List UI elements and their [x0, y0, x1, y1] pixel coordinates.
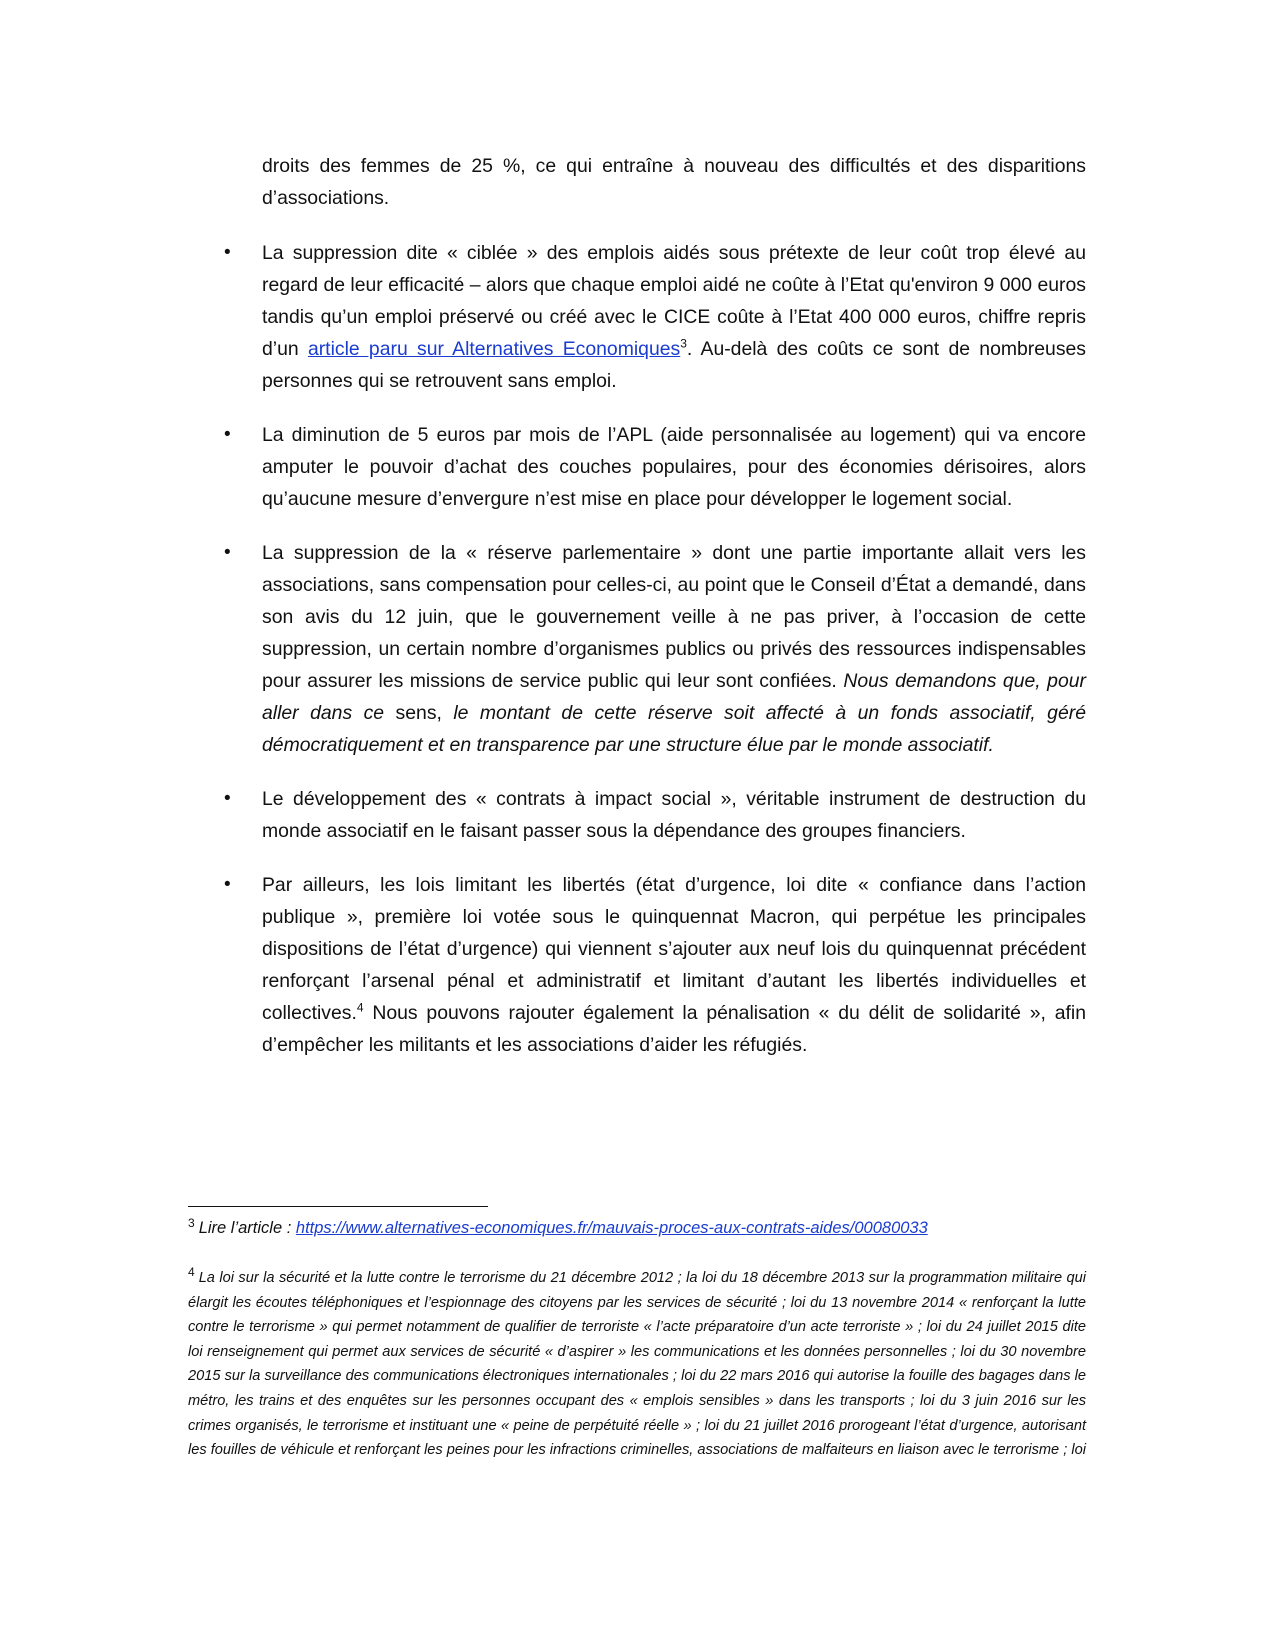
- footnote-4: [188, 1266, 1086, 1463]
- alternatives-economiques-link[interactable]: article paru sur Alternatives Economiques: [307, 338, 681, 360]
- footnote-3: [188, 1215, 1086, 1241]
- bullet-item-contrats-impact-social: [222, 783, 1086, 847]
- bullet-item-apl: [222, 419, 1086, 515]
- footnote-separator: [188, 1206, 488, 1207]
- bullet-text-after-link: . Au-delà des coûts ce sont de nombreuses personnes qui se retrouvent sans emploi.: [262, 338, 1086, 392]
- bullet-icon: •: [224, 874, 231, 895]
- footnote-number: 4: [188, 1265, 195, 1280]
- bullet-icon: •: [224, 542, 231, 563]
- footnote-ref-4[interactable]: 4: [356, 1000, 364, 1015]
- bullet-item-emplois-aides: [222, 237, 1086, 397]
- footnote-text: La loi sur la sécurité et la lutte contre le terrorisme du 21 décembre 2012 ; la loi du 18 décembre 2013 sur la programmation militaire qui élargit les écoutes téléphoniques et l’espionnage des citoyens par les services de sécurité ; loi du 13 novembre 2014 « renforçant la lutte contre le terrorisme » qui permet notamment de qualifier de terroriste « l’acte préparatoire d’un acte terroriste » ; loi du 24 juillet 2015 dite loi renseignement qui permet aux services de sécurité « d’aspirer » les communications et les données personnelles ; loi du 30 novembre 2015 sur la surveillance des communications électroniques internationales ; loi du 22 mars 2016 qui autorise la fouille des bagages dans le métro, les trains et des enquêtes sur les personnes occupant des « emplois sensibles » dans les transports ; loi du 3 juin 2016 sur les crimes organisés, le terrorisme et instituant une « peine de perpétuité réelle » ; loi du 21 juillet 2016 prorogeant l’état d’urgence, autorisant les fouilles de véhicule et renforçant les peines pour les infractions criminelles, associations de malfaiteurs en liaison avec le terrorisme ; loi: [188, 1270, 1086, 1459]
- footnote-ref-3[interactable]: 3: [680, 336, 687, 351]
- bullet-text: La suppression dite « ciblée » des emplois aidés sous prétexte de leur coût trop élevé au regard de leur efficacité – alors que chaque emploi aidé ne coûte à l’Etat qu'environ 9 000 euros tandis qu’un emploi préservé ou créé avec le CICE coûte à l’Etat 400 000 euros, chiffre repris d’un: [262, 242, 1086, 360]
- bullet-text-after-ref: Nous pouvons rajouter également la pénalisation « du délit de solidarité », afin d’empêcher les militants et les associations d’aider les réfugiés.: [262, 1002, 1086, 1056]
- continuation-paragraph: droits des femmes de 25 %, ce qui entraîne à nouveau des difficultés et des disparitions d’associations.: [262, 155, 1086, 209]
- bullet-icon: •: [224, 242, 231, 263]
- bullet-item-lois-libertes: [222, 869, 1086, 1061]
- bullet-text: sens,: [384, 702, 454, 724]
- footnote-label: Lire l’article :: [198, 1219, 296, 1237]
- bullet-text: Le développement des « contrats à impact social », véritable instrument de destruction du monde associatif en le faisant passer sous la dépendance des groupes financiers.: [262, 788, 1086, 842]
- bullet-text: La diminution de 5 euros par mois de l’APL (aide personnalisée au logement) qui va encore amputer le pouvoir d’achat des couches populaires, pour des économies dérisoires, alors qu’aucune mesure d’envergure n’est mise en place pour développer le logement social.: [262, 424, 1086, 510]
- bullet-text-italic: le montant de cette réserve soit affecté à un fonds associatif, géré démocratiquement et en transparence par une structure élue par le monde associatif.: [262, 702, 1086, 756]
- bullet-text-italic: Nous demandons que, pour aller dans ce: [262, 670, 1086, 724]
- footnote-url-link[interactable]: https://www.alternatives-economiques.fr/mauvais-proces-aux-contrats-aides/00080033: [295, 1219, 928, 1237]
- footnote-number: 3: [188, 1215, 195, 1230]
- bullet-text: La suppression de la « réserve parlementaire » dont une partie importante allait vers les associations, sans compensation pour celles-ci, au point que le Conseil d’État a demandé, dans son avis du 12 juin, que le gouvernement veille à ne pas priver, à l’occasion de cette suppression, un certain nombre d’organismes publics ou privés des ressources indispensables pour assurer les missions de service public qui leur sont confiées.: [262, 542, 1086, 692]
- bullet-text: Par ailleurs, les lois limitant les libertés (état d’urgence, loi dite « confiance dans l’action publique », première loi votée sous le quinquennat Macron, qui perpétue les principales dispositions de l’état d’urgence) qui viennent s’ajouter aux neuf lois du quinquennat précédent renforçant l’arsenal pénal et administratif et limitant d’autant les libertés individuelles et collectives.: [262, 874, 1086, 1024]
- bullet-item-reserve-parlementaire: [222, 537, 1086, 761]
- bullet-icon: •: [224, 788, 231, 809]
- bullet-list: [222, 237, 1086, 1083]
- bullet-icon: •: [224, 424, 231, 445]
